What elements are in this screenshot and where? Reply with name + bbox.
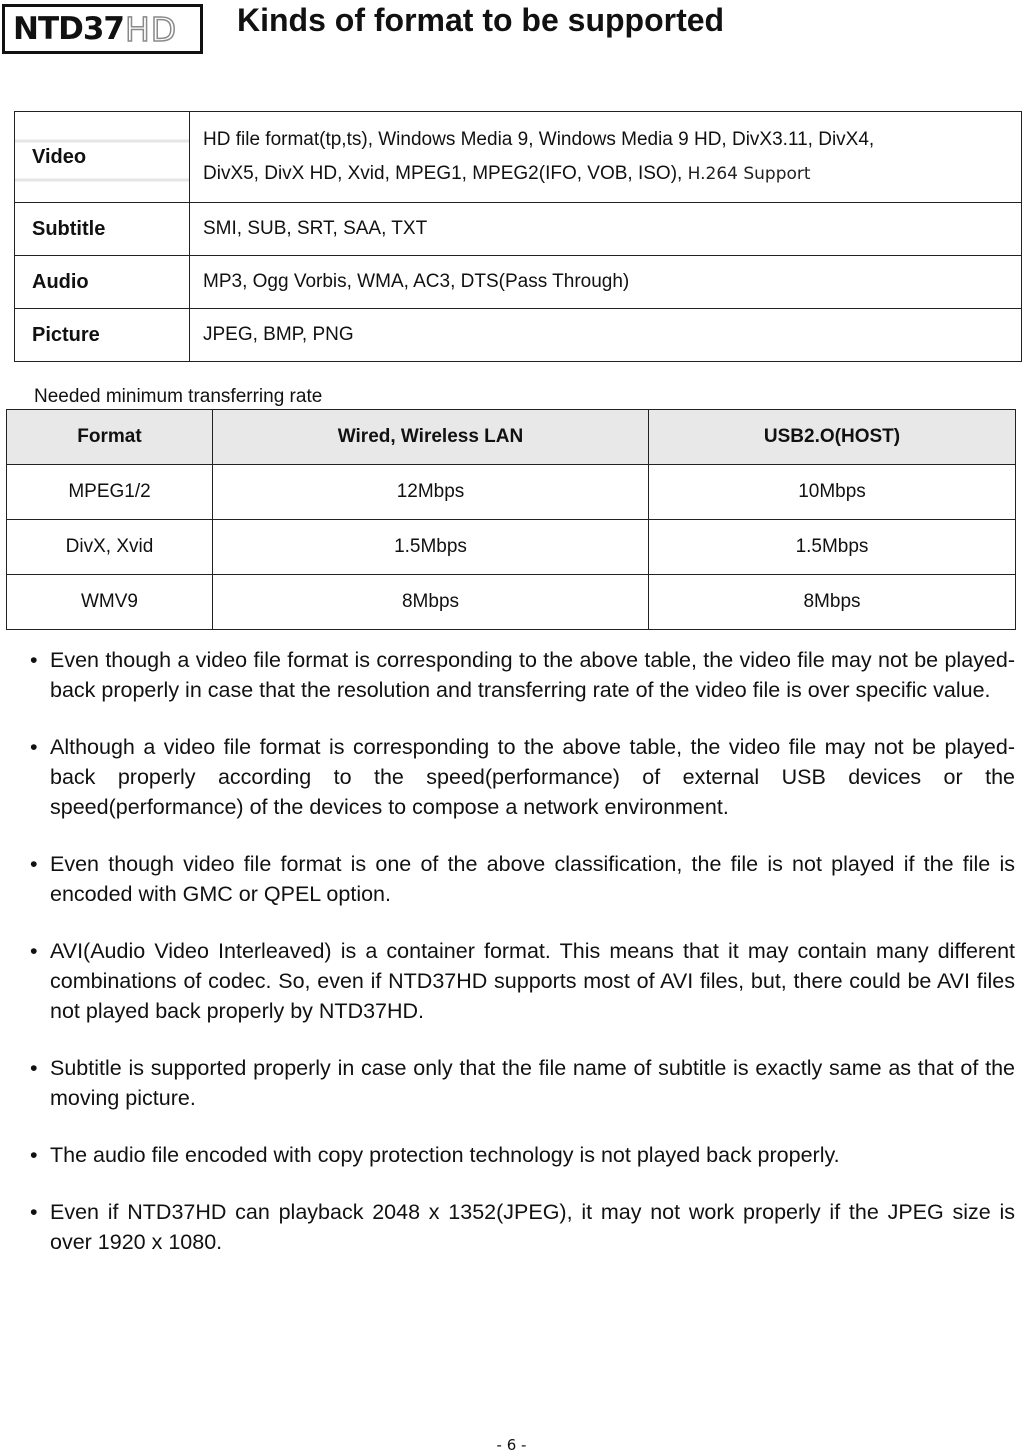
notes-list	[30, 645, 1015, 1284]
bullet: •	[30, 648, 38, 672]
list-item	[30, 849, 1015, 909]
bullet: •	[30, 1143, 38, 1167]
table-row	[7, 520, 1016, 575]
note-text: Subtitle is supported properly in case only that the file name of subtitle is exactly same as that of the moving picture.	[50, 1056, 1015, 1110]
table-cell: 8Mbps	[213, 575, 649, 630]
rate-table-caption: Needed minimum transferring rate	[34, 386, 323, 407]
list-item	[30, 645, 1015, 705]
list-item	[30, 732, 1015, 822]
bullet: •	[30, 1056, 38, 1080]
table-header-row	[7, 410, 1016, 465]
format-label: Picture	[15, 309, 190, 362]
supported-formats-table	[14, 111, 1022, 362]
format-label: Subtitle	[15, 203, 190, 256]
note-text: Even though video file format is one of the above classification, the file is not played if the file is encoded with GMC or QPEL option.	[50, 852, 1015, 906]
table-row	[15, 309, 1022, 362]
list-item	[30, 936, 1015, 1026]
bullet: •	[30, 1200, 38, 1224]
list-item	[30, 1197, 1015, 1257]
format-value: MP3, Ogg Vorbis, WMA, AC3, DTS(Pass Through)	[190, 256, 1022, 309]
list-item	[30, 1140, 1015, 1170]
table-row	[7, 465, 1016, 520]
video-formats-line1: HD file format(tp,ts), Windows Media 9, Windows Media 9 HD, DivX3.11, DivX4,	[203, 129, 875, 150]
note-text: Even if NTD37HD can playback 2048 x 1352(JPEG), it may not work properly if the JPEG size is over 1920 x 1080.	[50, 1200, 1015, 1254]
table-cell: 10Mbps	[649, 465, 1016, 520]
h264-support-text: H.264 Support	[687, 164, 811, 184]
ntd37hd-logo	[2, 4, 203, 54]
table-cell: 1.5Mbps	[649, 520, 1016, 575]
table-cell: 12Mbps	[213, 465, 649, 520]
bullet: •	[30, 939, 38, 963]
bullet: •	[30, 735, 38, 759]
format-label: Audio	[15, 256, 190, 309]
bullet: •	[30, 852, 38, 876]
page-number: - 6 -	[496, 1436, 527, 1454]
table-cell: WMV9	[7, 575, 213, 630]
column-header: Wired, Wireless LAN	[213, 410, 649, 465]
list-item	[30, 1053, 1015, 1113]
note-text: Although a video file format is corresponding to the above table, the video file may not be played-back properly according to the speed(performance) of external USB devices or the speed(performance) of the devices to compose a network environment.	[50, 735, 1015, 819]
format-value: SMI, SUB, SRT, SAA, TXT	[190, 203, 1022, 256]
note-text: The audio file encoded with copy protection technology is not played back properly.	[50, 1143, 840, 1167]
logo-hd-text: HD	[124, 9, 178, 49]
page-title: Kinds of format to be supported	[237, 2, 725, 38]
note-text: Even though a video file format is corresponding to the above table, the video file may not be played-back properly in case that the resolution and transferring rate of the video file is over specific value.	[50, 648, 1015, 702]
table-cell: MPEG1/2	[7, 465, 213, 520]
video-formats-line2-text: DivX5, DivX HD, Xvid, MPEG1, MPEG2(IFO, VOB, ISO),	[203, 163, 683, 184]
column-header: USB2.O(HOST)	[649, 410, 1016, 465]
format-value	[190, 112, 1022, 203]
table-row	[15, 203, 1022, 256]
table-cell: 1.5Mbps	[213, 520, 649, 575]
note-text: AVI(Audio Video Interleaved) is a container format. This means that it may contain many different combinations of codec. So, even if NTD37HD supports most of AVI files, but, there could be AVI files not played back properly by NTD37HD.	[50, 939, 1015, 1023]
table-row	[15, 256, 1022, 309]
logo-main-text: NTD37	[13, 11, 124, 47]
video-formats-line2	[203, 157, 1021, 191]
column-header: Format	[7, 410, 213, 465]
table-cell: DivX, Xvid	[7, 520, 213, 575]
format-label: Video	[15, 112, 190, 203]
table-cell: 8Mbps	[649, 575, 1016, 630]
table-row	[15, 112, 1022, 203]
format-value: JPEG, BMP, PNG	[190, 309, 1022, 362]
transfer-rate-table	[6, 409, 1016, 630]
table-row	[7, 575, 1016, 630]
